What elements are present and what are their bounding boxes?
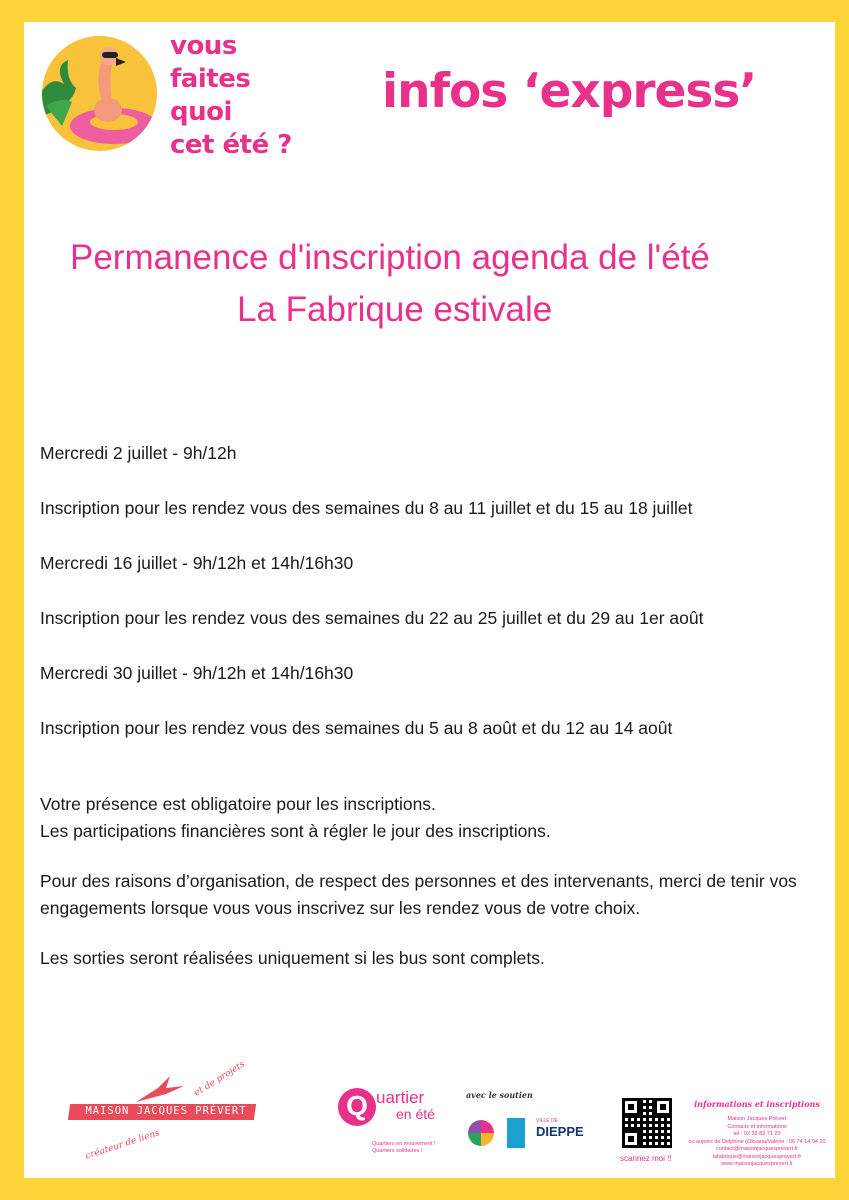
- contact-info: [682, 1098, 832, 1169]
- mjp-name: MAISON JACQUES PRÉVERT: [85, 1105, 247, 1117]
- qe-letter: Q: [338, 1088, 376, 1126]
- schedule-detail: Inscription pour les rendez vous des semaines du 22 au 25 juillet et du 29 au 1er août: [40, 608, 704, 628]
- tagline: [170, 30, 292, 162]
- poster: [24, 22, 835, 1178]
- title-line-1: Permanence d'inscription agenda de l'été: [70, 238, 710, 277]
- qr-finder: [654, 1098, 672, 1116]
- contact-email[interactable]: contact@maisonjacquesprevert.fr: [715, 1146, 798, 1152]
- mjp-subtitle: et de projets: [192, 1059, 247, 1099]
- qr-finder: [622, 1130, 640, 1148]
- website-link[interactable]: www.maisonjacquesprevert.fr: [721, 1161, 793, 1167]
- dieppe-logo-small: VILLE DE: [536, 1118, 558, 1124]
- contact-line: tel : 02 35 82 71 20: [733, 1131, 781, 1137]
- support-label: avec le soutien: [466, 1090, 533, 1100]
- flamingo-float-illustration: [42, 36, 157, 151]
- dieppe-logo: DIEPPE: [536, 1124, 584, 1139]
- qe-slogan: Quartiers en mouvement !: [372, 1141, 436, 1147]
- qr-code[interactable]: [622, 1098, 672, 1148]
- contact-email[interactable]: lafabrique@maisonjacquesprevert.fr: [712, 1153, 802, 1160]
- note-presence: Votre présence est obligatoire pour les inscriptions.: [40, 794, 436, 814]
- tagline-line: vous: [170, 31, 237, 61]
- schedule-detail: Inscription pour les rendez vous des semaines du 8 au 11 juillet et du 15 au 18 juillet: [40, 498, 693, 518]
- tagline-line: cet été ?: [170, 130, 292, 160]
- note-paragraph: [40, 791, 830, 845]
- bird-icon: [136, 1074, 186, 1106]
- qe-word: uartier: [376, 1088, 425, 1107]
- contact-line: ou auprès de Delphine (Oksana/Valérie : 06 74 14 94 20: [688, 1138, 826, 1145]
- note-commitment: Pour des raisons d’organisation, de respect des personnes et des intervenants, merci de tenir vos engagements lorsque vous vous inscrivez sur les rendez vous de votre choix.: [40, 871, 797, 918]
- tagline-line: faites: [170, 64, 251, 94]
- contact-line: Maison Jacques Prévert: [727, 1116, 787, 1122]
- note-outings: Les sorties seront réalisées uniquement si les bus sont complets.: [40, 948, 545, 968]
- headline: infos ‘express’: [382, 64, 757, 119]
- mjp-subtitle: créateur de liens: [84, 1128, 162, 1162]
- schedule-date: Mercredi 2 juillet - 9h/12h: [40, 443, 237, 463]
- note-payment: Les participations financières sont à régler le jour des inscriptions.: [40, 821, 551, 841]
- title-line-2: La Fabrique estivale: [237, 290, 553, 329]
- partner-logo: [468, 1120, 494, 1146]
- contact-line: Contacts et informations: [727, 1123, 787, 1130]
- tagline-line: quoi: [170, 97, 232, 127]
- partner-logo: [507, 1118, 525, 1148]
- qr-finder: [622, 1098, 640, 1116]
- qe-word: en été: [396, 1106, 435, 1122]
- qe-slogan: Quartiers solidaires !: [372, 1148, 423, 1154]
- schedule-date: Mercredi 30 juillet - 9h/12h et 14h/16h30: [40, 663, 354, 683]
- footer: [24, 1059, 835, 1172]
- schedule-date: Mercredi 16 juillet - 9h/12h et 14h/16h30: [40, 553, 354, 573]
- contact-title: informations et inscriptions: [694, 1099, 820, 1109]
- scan-label: scannez moi !!: [620, 1154, 672, 1163]
- schedule-detail: Inscription pour les rendez vous des semaines du 5 au 8 août et du 12 au 14 août: [40, 718, 673, 738]
- page-title: [24, 232, 835, 336]
- notes: [40, 791, 830, 995]
- schedule-list: [40, 440, 820, 770]
